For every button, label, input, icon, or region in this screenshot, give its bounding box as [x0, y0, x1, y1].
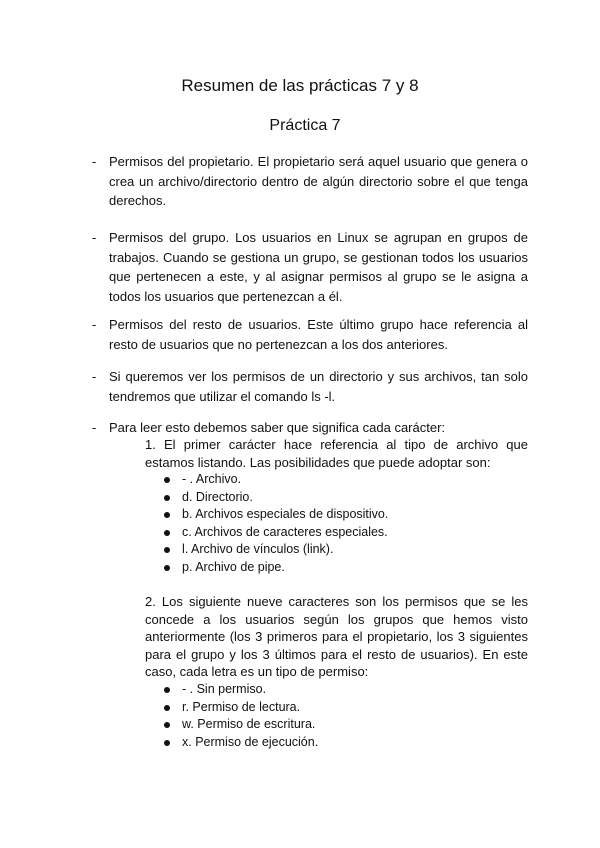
bullet-dash: - [92, 369, 97, 384]
bullet-text: Permisos del grupo. Los usuarios en Linux se agrupan en grupos de trabajos. Cuando se gestiona un grupo, se gestionan todos los usuarios que pertenecen a este, y al asignar permisos al grupo se le asigna a todos los usuarios que pertenezcan a él. [109, 230, 528, 304]
bullet-dot-icon [164, 512, 170, 518]
list-item [164, 471, 388, 489]
permission-type-list [164, 681, 318, 751]
list-item-text: w. Permiso de escritura. [182, 717, 316, 731]
bullet-view-permissions [92, 367, 528, 406]
bullet-group-permissions [92, 228, 528, 306]
bullet-dash: - [92, 154, 97, 169]
bullet-dot-icon [164, 687, 170, 693]
bullet-dot-icon [164, 547, 170, 553]
list-item [164, 506, 388, 524]
bullet-dot-icon [164, 565, 170, 571]
list-item [164, 524, 388, 542]
list-item-text: p. Archivo de pipe. [182, 559, 285, 574]
bullet-dot-icon [164, 477, 170, 483]
numbered-item-permissions: 2. Los siguiente nueve caracteres son los permisos que se les concede a los usuarios según los grupos que hemos visto anteriormente (los 3 primeros para el propietario, los 3 siguientes para el grupo y los 3 últimos para el resto de usuarios). En este caso, cada letra es un tipo de permiso: [145, 594, 528, 679]
list-item-text: b. Archivos especiales de dispositivo. [182, 507, 389, 521]
bullet-dot-icon [164, 740, 170, 746]
bullet-text: Para leer esto debemos saber que significa cada carácter: [109, 420, 446, 435]
list-item [164, 541, 388, 559]
list-item-text: d. Directorio. [182, 489, 253, 504]
file-type-list [164, 471, 388, 576]
list-item-text: x. Permiso de ejecución. [182, 734, 319, 749]
bullet-dot-icon [164, 705, 170, 711]
bullet-text: Si queremos ver los permisos de un directorio y sus archivos, tan solo tendremos que utilizar el comando ls -l. [109, 369, 528, 404]
list-item [164, 681, 318, 699]
list-item [164, 559, 388, 577]
bullet-dot-icon [164, 722, 170, 728]
bullet-dash: - [92, 317, 97, 332]
list-item [164, 734, 318, 752]
bullet-owner-permissions [92, 152, 528, 211]
bullet-text: Permisos del resto de usuarios. Este último grupo hace referencia al resto de usuarios que no pertenezcan a los dos anteriores. [109, 317, 528, 352]
section-title: Práctica 7 [269, 117, 341, 134]
list-item-text: l. Archivo de vínculos (link). [182, 542, 334, 556]
list-item [164, 716, 318, 734]
list-item [164, 489, 388, 507]
bullet-character-meaning [92, 418, 528, 438]
list-item-text: c. Archivos de caracteres especiales. [182, 524, 388, 539]
document-title: Resumen de las prácticas 7 y 8 [181, 76, 419, 95]
bullet-text: Permisos del propietario. El propietario será aquel usuario que genera o crea un archivo/directorio dentro de algún directorio sobre el que tenga derechos. [109, 154, 528, 208]
bullet-other-permissions [92, 315, 528, 354]
numbered-item-file-type: 1. El primer carácter hace referencia al tipo de archivo que estamos listando. Las posibilidades que puede adoptar son: [145, 437, 528, 470]
bullet-dot-icon [164, 530, 170, 536]
list-item-text: - . Archivo. [182, 472, 242, 486]
list-item-text: r. Permiso de lectura. [182, 699, 301, 714]
bullet-dot-icon [164, 495, 170, 501]
bullet-dash: - [92, 230, 97, 245]
list-item-text: - . Sin permiso. [182, 682, 267, 696]
list-item [164, 699, 318, 717]
bullet-dash: - [92, 420, 97, 435]
